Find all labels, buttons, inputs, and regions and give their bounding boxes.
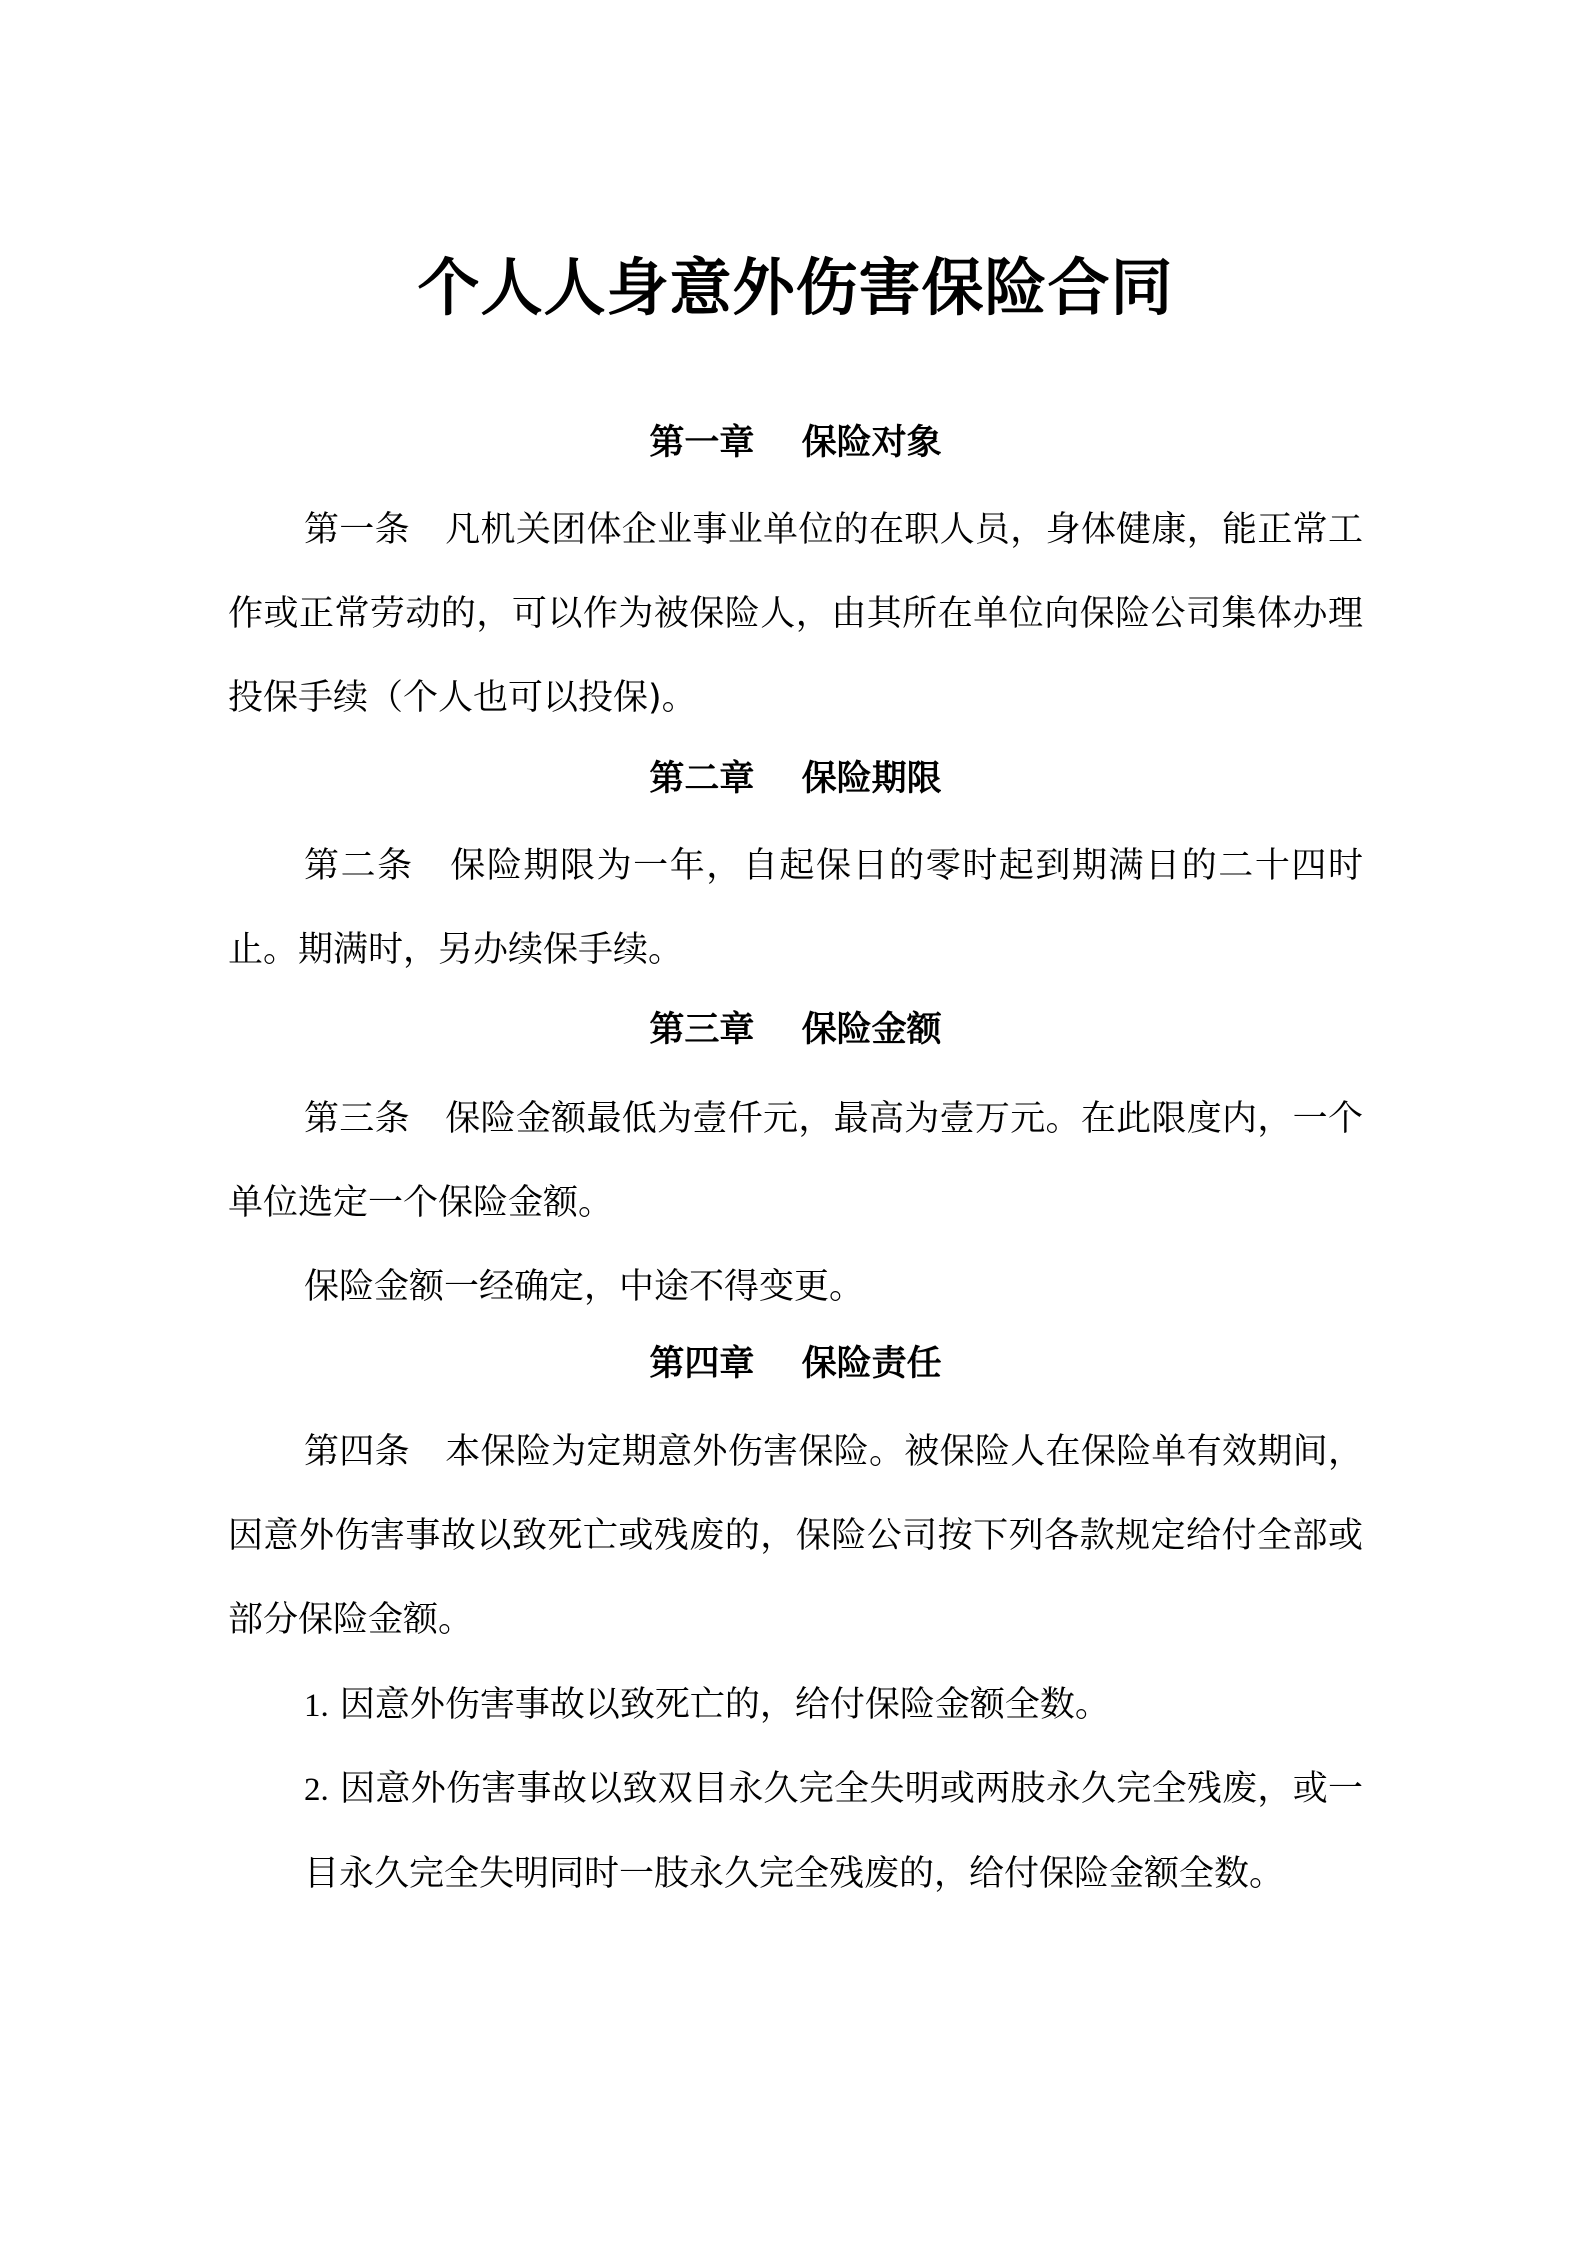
- article-3-paragraph: 第三条 保险金额最低为壹仟元，最高为壹万元。在此限度内，一个单位选定一个保险金额。: [228, 1099, 1363, 1223]
- chapter-2-heading: 第二章 保险期限: [649, 759, 942, 799]
- list-item-1-text: 因意外伤害事故以致死亡的，给付保险金额全数。: [339, 1685, 1110, 1725]
- list-item-1: [304, 1663, 1363, 1748]
- chapter-4-heading: 第四章 保险责任: [649, 1344, 942, 1384]
- article-2-paragraph: 第二条 保险期限为一年，自起保日的零时起到期满日的二十四时止。期满时，另办续保手续。: [228, 846, 1363, 970]
- chapter-1-heading: 第一章 保险对象: [649, 423, 942, 463]
- list-item-1-number: 1.: [304, 1688, 329, 1724]
- document-title: 个人人身意外伤害保险合同: [417, 251, 1174, 324]
- list-item-2-number: 2.: [304, 1772, 329, 1808]
- article-1-paragraph: 第一条 凡机关团体企业事业单位的在职人员，身体健康，能正常工作或正常劳动的，可以作为被保险人，由其所在单位向保险公司集体办理投保手续（个人也可以投保)。: [228, 510, 1363, 718]
- article-3-note-paragraph: 保险金额一经确定，中途不得变更。: [304, 1267, 865, 1307]
- list-item-2-text: 因意外伤害事故以致双目永久完全失明或两肢永久完全残废，或一目永久完全失明同时一肢永久完全残废的，给付保险金额全数。: [304, 1769, 1363, 1894]
- list-item-2: [304, 1747, 1363, 1916]
- article-4-paragraph: 第四条 本保险为定期意外伤害保险。被保险人在保险单有效期间，因意外伤害事故以致死亡或残废的，保险公司按下列各款规定给付全部或部分保险金额。: [228, 1432, 1363, 1640]
- chapter-3-heading: 第三章 保险金额: [649, 1010, 942, 1050]
